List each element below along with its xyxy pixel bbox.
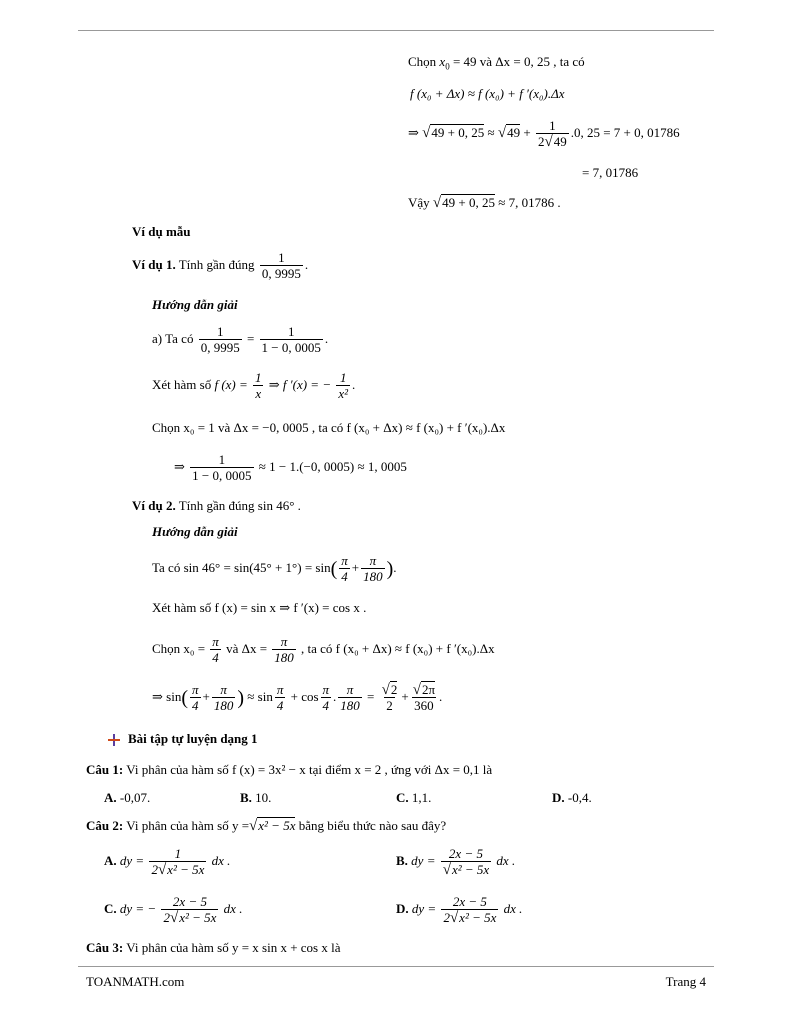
text: 10. <box>251 790 272 805</box>
fraction <box>253 371 264 401</box>
fraction <box>411 683 437 713</box>
text: 1 <box>287 324 295 340</box>
example-1-title <box>132 250 308 281</box>
header-rule <box>78 30 714 31</box>
text: 1 − 0, 0005 <box>192 468 252 484</box>
text: 1 <box>174 845 182 861</box>
example-2-guide: Hướng dẫn giải <box>152 524 238 539</box>
denominator <box>161 909 218 926</box>
denominator <box>536 133 569 150</box>
paren-icon: ) <box>237 687 245 710</box>
text: π <box>212 634 219 650</box>
q1-option-a[interactable] <box>104 790 150 806</box>
text: x² − 5x <box>167 861 205 877</box>
q1-option-c[interactable] <box>396 790 431 806</box>
sqrt-icon: √ <box>442 861 451 878</box>
text: 180 <box>340 698 360 714</box>
text: Vi phân của hàm số y = x sin x + cos x là <box>123 940 341 955</box>
fraction <box>161 895 218 926</box>
text: , ta có f (x₀ + Δx) ≈ f (x₀) + f ′(x₀).Δx <box>301 641 495 656</box>
text: Vi phân của hàm số y = <box>123 818 250 833</box>
text: 1 <box>278 250 285 266</box>
text: dx . <box>496 853 516 868</box>
example-2-line-d <box>152 680 442 715</box>
text: x <box>439 54 446 69</box>
text: π <box>276 682 284 698</box>
text: 4 <box>341 569 348 585</box>
denominator <box>441 909 498 926</box>
example-1-line-c: Chọn x₀ = 1 và Δx = −0, 0005 , ta có f (x₀ + Δx) ≈ f (x₀) + f ′(x₀).Δx <box>152 420 506 435</box>
fraction <box>321 683 332 713</box>
text: ≈ 7, 01786 . <box>498 195 561 210</box>
q2-option-d[interactable] <box>396 892 522 926</box>
text: = <box>367 689 375 704</box>
fraction <box>536 119 569 150</box>
numerator <box>380 683 400 697</box>
text: Vậy <box>408 195 430 210</box>
text: + <box>401 689 409 704</box>
paren-icon: ( <box>181 687 188 710</box>
text: bằng biểu thức nào sau đây? <box>295 818 447 833</box>
text: Câu 1: <box>86 762 124 777</box>
text: B. <box>240 790 252 805</box>
text: . <box>393 560 397 575</box>
text: dy = <box>407 853 436 868</box>
fraction <box>149 847 206 878</box>
sqrt-icon: √ <box>497 125 507 141</box>
question-3 <box>86 940 340 956</box>
text: 49 <box>553 133 567 149</box>
fraction <box>441 847 491 878</box>
text: 1 <box>339 370 347 386</box>
practice-heading <box>108 731 258 747</box>
fraction <box>441 895 498 926</box>
text: 4 <box>322 698 330 714</box>
footer-page-number: Trang 4 <box>665 974 706 989</box>
sqrt-icon: √ <box>381 682 390 699</box>
text: Vi phân của hàm số f (x) = 3x² − x tại điểm x = 2 , ứng với Δx = 0,1 là <box>123 762 493 777</box>
paren-icon: ) <box>386 558 394 581</box>
text: 4 <box>212 650 219 666</box>
fraction <box>339 554 350 584</box>
text: C. <box>104 901 117 916</box>
text: Ta có sin 46° = sin(45° + 1°) = sin <box>152 560 331 575</box>
text: 2 <box>163 909 170 925</box>
text: ⇒ f ′(x) = − <box>268 377 332 392</box>
text: Chọn <box>408 54 437 69</box>
text: π <box>220 682 227 698</box>
fraction <box>190 683 201 713</box>
text: Ví dụ 2. <box>132 498 176 513</box>
denominator <box>441 861 491 878</box>
fraction <box>361 554 385 584</box>
text: B. <box>396 853 408 868</box>
text: 2 <box>151 861 158 877</box>
text: π <box>322 682 330 698</box>
text: 2x − 5 <box>448 845 483 861</box>
q1-option-d[interactable] <box>552 790 592 806</box>
fraction <box>212 683 236 713</box>
text: .0, 25 = 7 + 0, 01786 <box>570 125 680 140</box>
text: dx . <box>211 853 231 868</box>
fraction <box>199 325 242 355</box>
text: 360 <box>414 698 434 714</box>
text: ≈ 1 − 1.(−0, 0005) ≈ 1, 0005 <box>258 459 407 474</box>
text: D. <box>552 790 565 805</box>
text: 1 <box>218 452 226 468</box>
text: . <box>333 689 337 704</box>
text: 1 <box>255 370 262 386</box>
example-2-line-c <box>152 634 495 665</box>
text: ≈ sin <box>247 689 273 704</box>
text: x <box>255 386 262 402</box>
text: dy = − <box>116 901 157 916</box>
text: + cos <box>290 689 319 704</box>
text: Câu 3: <box>86 940 124 955</box>
text: dx . <box>223 901 243 916</box>
text: + <box>523 125 531 140</box>
text: 2 <box>537 133 545 149</box>
text: ≈ <box>487 125 495 140</box>
text: π <box>341 553 348 569</box>
text: . <box>352 377 356 392</box>
fraction <box>380 683 400 713</box>
text: 180 <box>213 698 234 714</box>
text: 0 <box>445 61 450 72</box>
text: dx . <box>503 901 523 916</box>
denominator <box>149 861 206 878</box>
text: Bài tập tự luyện dạng 1 <box>128 731 258 746</box>
text: a) Ta có <box>152 331 197 346</box>
example-1-line-a <box>152 324 328 355</box>
fraction <box>275 683 286 713</box>
numerator <box>411 683 437 697</box>
text: . <box>304 257 309 272</box>
paren-icon: ( <box>330 558 338 581</box>
sqrt-icon: √ <box>544 133 553 150</box>
text: 180 <box>274 650 294 666</box>
text: Ví dụ 1. <box>132 257 176 272</box>
text: Câu 2: <box>86 818 124 833</box>
text: 2x − 5 <box>172 893 207 909</box>
text: π <box>369 553 377 569</box>
text: dy = <box>116 853 145 868</box>
fraction <box>190 453 253 483</box>
example-1-guide: Hướng dẫn giải <box>152 297 238 312</box>
sqrt-icon: √ <box>449 909 459 926</box>
footer-site[interactable]: TOANMATH.com <box>86 974 185 989</box>
q2-option-b[interactable] <box>396 844 515 878</box>
text: f (x) = <box>214 377 248 392</box>
sqrt-icon: √ <box>249 818 258 834</box>
text: Tính gần đúng sin 46° . <box>175 498 301 513</box>
text: x² − 5x <box>451 861 490 877</box>
text: + <box>351 560 360 575</box>
example-2-line-a <box>152 553 397 584</box>
text: x² − 5x <box>258 818 296 833</box>
text: 180 <box>363 569 383 585</box>
fraction <box>260 325 323 355</box>
text: π <box>280 634 288 650</box>
text: 1 <box>549 117 556 133</box>
text: 4 <box>192 698 199 714</box>
text: x² − 5x <box>459 909 497 925</box>
text: x² <box>338 386 349 402</box>
text: 2 <box>390 682 398 698</box>
plus-bullet-icon <box>108 734 120 746</box>
fraction <box>338 683 362 713</box>
top-line-5 <box>408 195 561 211</box>
example-1-line-b <box>152 370 355 401</box>
text: 49 + 0, 25 <box>442 195 495 210</box>
example-2-title <box>132 498 301 514</box>
text: 1 <box>216 324 224 340</box>
question-2 <box>86 818 446 834</box>
sqrt-icon: √ <box>432 195 442 211</box>
text: C. <box>396 790 409 805</box>
text: 1,1. <box>408 790 432 805</box>
footer-rule <box>78 966 714 967</box>
q2-option-c[interactable] <box>104 892 242 926</box>
text: = <box>246 331 255 346</box>
text: 49 <box>507 125 521 140</box>
text: 2 <box>443 909 450 925</box>
text: . <box>439 689 443 704</box>
sqrt-icon: √ <box>157 861 167 878</box>
q2-option-a[interactable] <box>104 844 230 878</box>
fraction <box>260 251 303 281</box>
text: Tính gần đúng <box>175 257 258 272</box>
text: Chọn x₀ = <box>152 641 206 656</box>
text: 0, 9995 <box>261 266 301 282</box>
text: 0, 9995 <box>200 340 240 356</box>
question-1 <box>86 762 492 778</box>
top-line-4: = 7, 01786 <box>582 165 639 180</box>
text: . <box>324 331 329 346</box>
top-line-3 <box>408 118 680 150</box>
text: x² − 5x <box>179 909 217 925</box>
text: Xét hàm số <box>152 377 215 392</box>
top-line-1 <box>408 54 585 75</box>
text: D. <box>396 901 409 916</box>
text: π <box>346 682 354 698</box>
text: = 49 và Δx = 0, 25 , ta có <box>449 54 585 69</box>
text: π <box>192 682 199 698</box>
text: -0,4. <box>564 790 592 805</box>
text: ⇒ <box>408 125 419 140</box>
text: + <box>202 689 210 704</box>
text: A. <box>104 790 117 805</box>
example-2-line-b: Xét hàm số f (x) = sin x ⇒ f ′(x) = cos x . <box>152 600 367 615</box>
text: 4 <box>276 698 284 714</box>
example-1-line-d <box>174 452 407 483</box>
text: 49 + 0, 25 <box>431 125 485 140</box>
top-line-2: f (x₀ + Δx) ≈ f (x₀) + f ′(x₀).Δx <box>410 86 565 101</box>
sqrt-icon: √ <box>412 682 421 699</box>
text: A. <box>104 853 117 868</box>
text: ⇒ <box>174 459 185 474</box>
section-heading-vidumau: Ví dụ mẫu <box>132 224 191 239</box>
text: 2π <box>421 682 436 698</box>
q1-option-b[interactable] <box>240 790 271 806</box>
sqrt-icon: √ <box>169 909 179 926</box>
text: dy = <box>408 901 437 916</box>
fraction <box>336 371 350 401</box>
sqrt-icon: √ <box>422 125 431 141</box>
text: và Δx = <box>226 641 268 656</box>
text: 2x − 5 <box>452 893 487 909</box>
text: 1 − 0, 0005 <box>261 340 321 356</box>
text: 2 <box>386 698 393 714</box>
text: -0,07. <box>116 790 151 805</box>
fraction <box>272 635 296 665</box>
text: ⇒ sin <box>152 689 182 704</box>
fraction <box>210 635 221 665</box>
